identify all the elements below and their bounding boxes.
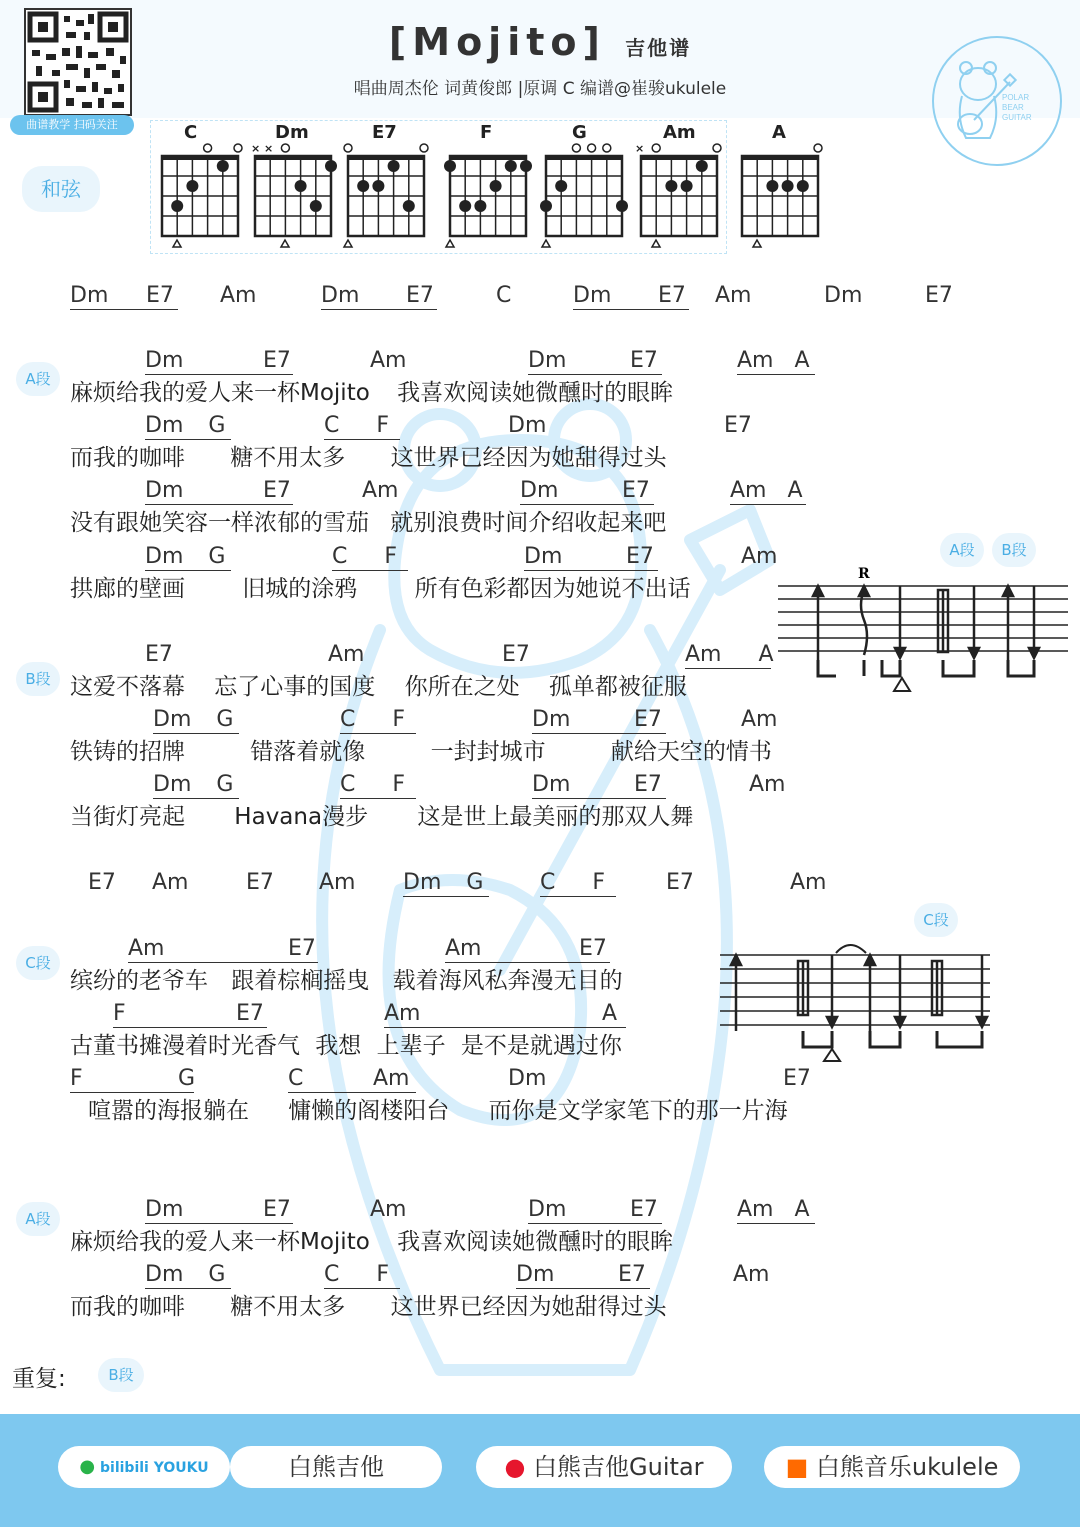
chord-label: E7 [634, 772, 662, 797]
lyric-line: 古董书摊漫着时光香气 我想 上辈子 是不是就遇过你 [70, 1033, 622, 1059]
polar-bear-guitar-logo [932, 36, 1062, 166]
interlude-chord: E7 [666, 870, 694, 895]
chord-diagram-e7 [344, 122, 428, 247]
chord-label: Am [733, 1262, 770, 1287]
section-tag-b: B段 [16, 662, 60, 696]
section-tag-a: A段 [16, 362, 60, 396]
chord-name-a: A [772, 122, 786, 143]
intro-chord: Dm [573, 283, 689, 310]
chord-diagram-f [444, 122, 532, 247]
chord-label: Am [370, 348, 407, 373]
chord-name-g: G [572, 122, 587, 143]
chord-label: Dm [528, 1197, 662, 1224]
chord-label: C F [324, 413, 400, 440]
lyric-line: 喧嚣的海报躺在 慵懒的阁楼阳台 而你是文学家笔下的那一片海 [88, 1098, 788, 1124]
chord-label: C F [332, 544, 408, 571]
intro-chord: E7 [658, 283, 686, 308]
intro-chord: Dm [824, 283, 863, 308]
lyric-line: 麻烦给我的爱人来一杯Mojito 我喜欢阅读她微醺时的眼眸 [70, 380, 674, 406]
chord-label: C F [340, 707, 416, 734]
interlude-chord: Dm G [403, 870, 489, 897]
chord-diagram-g [540, 122, 628, 247]
lyric-line: 拱廊的壁画 旧城的涂鸦 所有色彩都因为她说不出话 [70, 576, 691, 602]
chord-diagram-c [162, 122, 242, 247]
intro-chord: E7 [406, 283, 434, 308]
chord-label: A [602, 1001, 618, 1026]
chord-label: E7 [263, 1197, 291, 1222]
footer-channel-3[interactable] [764, 1446, 1020, 1488]
chord-label: Am [741, 707, 778, 732]
footer-channel-1[interactable]: 白熊吉他 [230, 1446, 442, 1488]
platform-names: bilibili YOUKU [100, 1460, 209, 1476]
chord-label: Dm [145, 1197, 293, 1224]
chord-label: Am A [685, 642, 774, 667]
footer-channel-2[interactable] [476, 1446, 732, 1488]
chord-label: Am [370, 1197, 407, 1222]
chord-label: E7 [579, 936, 607, 961]
footer-platforms[interactable] [58, 1446, 230, 1488]
interlude-chord: Am [152, 870, 189, 895]
interlude-chord: Am [319, 870, 356, 895]
intro-chord: Dm [321, 283, 437, 310]
chord-label: E7 [724, 413, 752, 438]
section-tag-c: C段 [16, 946, 60, 980]
chord-label: Am [384, 1001, 626, 1028]
intro-chord: E7 [146, 283, 174, 308]
chord-label: E7 [618, 1262, 646, 1287]
chord-label: Am [445, 936, 610, 963]
chord-label: E7 [783, 1066, 811, 1091]
chord-label: Am [749, 772, 786, 797]
chord-label: Am A [737, 1197, 815, 1224]
chord-name-dm: Dm [275, 122, 309, 143]
title-suffix: 吉他谱 [625, 36, 692, 60]
chord-diagram-a [742, 122, 822, 247]
chord-label: E7 [630, 348, 658, 373]
strum-pattern-c [720, 935, 1000, 1065]
chord-name-f: F [480, 122, 493, 143]
interlude-chord: E7 [246, 870, 274, 895]
lyric-line: 缤纷的老爷车 跟着棕榈摇曳 载着海风私奔漫无目的 [70, 968, 623, 994]
chord-label: Dm [528, 348, 662, 375]
chord-label: E7 [626, 544, 654, 569]
chord-label: Dm [145, 478, 293, 505]
chord-name-c: C [184, 122, 198, 143]
intro-chord: Dm [70, 283, 178, 310]
bear-guitar-icon [934, 38, 1060, 164]
taobao-icon: ■ [785, 1453, 809, 1481]
chord-label: Dm G [153, 772, 239, 799]
chord-diagram-am [635, 122, 721, 247]
strum-pattern-ab [778, 560, 1074, 700]
chord-label: Dm [508, 1066, 547, 1091]
title-text: [Mojito] [388, 20, 606, 64]
strum-tag-a: A段 [940, 533, 984, 567]
interlude-chord: Am [790, 870, 827, 895]
chord-label: Am A [737, 348, 815, 375]
chord-label: Dm [532, 707, 666, 734]
interlude-chord: C F [540, 870, 616, 897]
strum-r-label: R [858, 566, 870, 582]
chord-label: Dm G [153, 707, 239, 734]
chord-label: C F [324, 1262, 400, 1289]
intro-chord: C [496, 283, 512, 308]
chord-label: Am [362, 478, 399, 503]
chord-label: Dm G [145, 1262, 231, 1289]
chord-label: E7 [236, 1001, 264, 1026]
chord-label: F [70, 1066, 194, 1093]
svg-text:×: × [635, 142, 645, 155]
interlude-chord: E7 [88, 870, 116, 895]
section-tag-a-repeat: A段 [16, 1202, 60, 1236]
chord-name-e7: E7 [372, 122, 397, 143]
chord-label: G [178, 1066, 196, 1091]
chord-label: C F [340, 772, 416, 799]
qr-label: 曲谱教学 扫码关注 [10, 115, 134, 135]
intro-chord: Am [220, 283, 257, 308]
lyric-line: 这爱不落幕 忘了心事的国度 你所在之处 孤单都被征服 [70, 674, 687, 700]
logo-line-2: BEAR [1002, 103, 1024, 112]
lyric-line: 铁铸的招牌 错落着就像 一封封城市 献给天空的情书 [70, 739, 772, 765]
credits: 唱曲周杰伦 词黄俊郎 |原调 C 编谱@崔骏ukulele [353, 79, 727, 99]
chord-label: Am [128, 936, 318, 963]
chord-label: E7 [288, 936, 316, 961]
chord-label: Am [741, 544, 778, 569]
logo-line-3: GUITAR [1002, 113, 1032, 122]
chord-label: Dm [508, 413, 547, 438]
chord-label: Dm G [145, 413, 231, 440]
page-title [0, 20, 1080, 64]
chord-label: E7 [634, 707, 662, 732]
chord-name-am: Am [663, 122, 696, 143]
chord-label: E7 [145, 642, 173, 667]
lyric-line: 麻烦给我的爱人来一杯Mojito 我喜欢阅读她微醺时的眼眸 [70, 1229, 674, 1255]
chord-label: Dm [516, 1262, 650, 1289]
intro-chord: E7 [925, 283, 953, 308]
chord-diagram-dm [251, 122, 337, 247]
weibo-icon: ● [504, 1453, 526, 1481]
chord-label: Dm [532, 772, 666, 799]
chord-diagrams [150, 120, 830, 254]
chord-label: Dm G [145, 544, 231, 571]
chord-label: Dm [520, 478, 654, 505]
chord-label: F [113, 1001, 267, 1028]
footer-channel-2-label: 白熊吉他Guitar [533, 1453, 704, 1481]
chord-label: Am [328, 642, 365, 667]
repeat-label: 重复: [12, 1366, 66, 1392]
chord-label: E7 [263, 478, 291, 503]
svg-text:× ×: × × [251, 142, 274, 155]
footer-channel-3-label: 白熊音乐ukulele [815, 1453, 999, 1481]
lyric-line: 而我的咖啡 糖不用太多 这世界已经因为她甜得过头 [70, 1294, 667, 1320]
intro-chord: Am [715, 283, 752, 308]
chord-label: E7 [630, 1197, 658, 1222]
repeat-section-tag: B段 [98, 1358, 144, 1392]
chord-label: Am [373, 1066, 410, 1091]
chord-label: Dm [145, 348, 293, 375]
logo-line-1: POLAR [1002, 93, 1030, 102]
strum-tag-c: C段 [914, 903, 958, 937]
strum-tag-b: B段 [992, 533, 1036, 567]
chord-label: E7 [502, 642, 530, 667]
chord-label: E7 [622, 478, 650, 503]
chord-label: Am A [730, 478, 806, 505]
lyric-line: 当街灯亮起 Havana漫步 这是世上最美丽的那双人舞 [70, 804, 694, 830]
chord-label: C [288, 1066, 416, 1093]
wechat-icon: ● [79, 1456, 96, 1477]
lyric-line: 而我的咖啡 糖不用太多 这世界已经因为她甜得过头 [70, 445, 667, 471]
chord-label: E7 [263, 348, 291, 373]
lyric-line: 没有跟她笑容一样浓郁的雪茄 就别浪费时间介绍收起来吧 [70, 510, 667, 536]
chord-label: Dm [524, 544, 658, 571]
chords-label: 和弦 [22, 166, 100, 212]
